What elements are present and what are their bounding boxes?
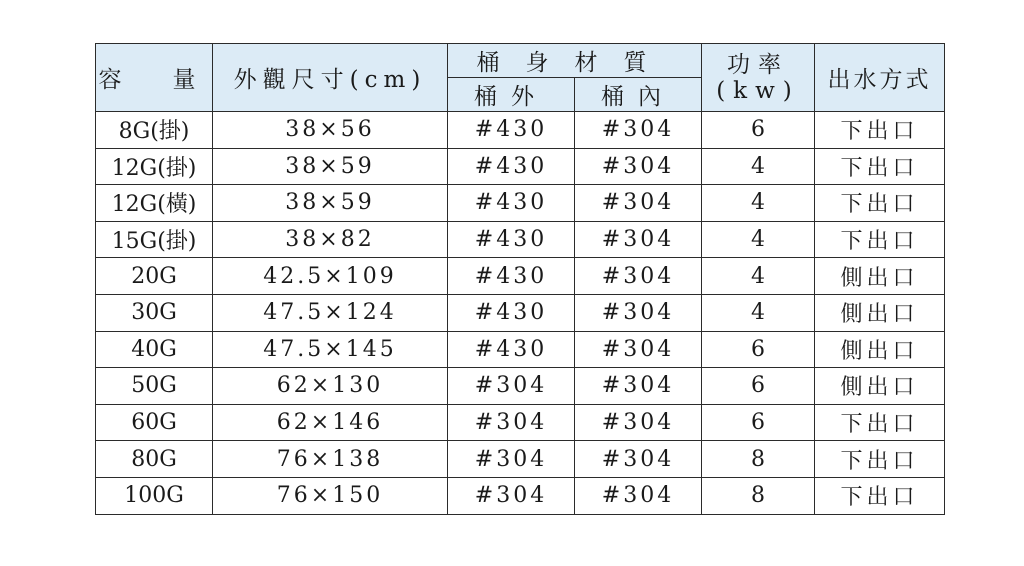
header-material-inner: 桶內 — [575, 78, 702, 112]
cell-capacity: 20G — [96, 258, 213, 295]
header-material-outer: 桶外 — [448, 78, 575, 112]
table-row — [96, 331, 945, 368]
spec-table-container — [95, 43, 945, 515]
table-row — [96, 441, 945, 478]
header-outlet: 出水方式 — [815, 44, 945, 112]
header-power-unit: (kw) — [716, 77, 800, 104]
cell-material-inner: #304 — [575, 404, 702, 441]
cell-dimensions: 38×82 — [213, 221, 448, 258]
cell-material-inner: #304 — [575, 258, 702, 295]
cell-outlet: 下出口 — [815, 441, 945, 478]
cell-outlet: 下出口 — [815, 148, 945, 185]
table-row — [96, 368, 945, 405]
cell-power: 4 — [702, 258, 815, 295]
table-row — [96, 148, 945, 185]
cell-material-outer: #304 — [448, 368, 575, 405]
cell-dimensions: 38×59 — [213, 185, 448, 222]
header-capacity: 容 量 — [96, 44, 213, 112]
spec-table — [95, 43, 945, 515]
cell-capacity: 50G — [96, 368, 213, 405]
cell-material-inner: #304 — [575, 441, 702, 478]
cell-material-inner: #304 — [575, 331, 702, 368]
cell-power: 6 — [702, 112, 815, 149]
table-row — [96, 258, 945, 295]
cell-dimensions: 47.5×124 — [213, 294, 448, 331]
cell-outlet: 下出口 — [815, 185, 945, 222]
spec-table-body — [96, 112, 945, 515]
cell-power: 8 — [702, 477, 815, 514]
cell-outlet: 下出口 — [815, 112, 945, 149]
cell-power: 6 — [702, 368, 815, 405]
cell-power: 4 — [702, 294, 815, 331]
cell-power: 8 — [702, 441, 815, 478]
cell-dimensions: 38×59 — [213, 148, 448, 185]
cell-outlet: 側出口 — [815, 258, 945, 295]
cell-capacity: 12G(橫) — [96, 185, 213, 222]
cell-material-outer: #430 — [448, 258, 575, 295]
cell-capacity: 80G — [96, 441, 213, 478]
table-row — [96, 294, 945, 331]
cell-capacity: 8G(掛) — [96, 112, 213, 149]
header-material: 桶身材質 — [448, 44, 702, 78]
cell-outlet: 側出口 — [815, 331, 945, 368]
table-row — [96, 477, 945, 514]
cell-dimensions: 62×130 — [213, 368, 448, 405]
cell-outlet: 下出口 — [815, 477, 945, 514]
table-row — [96, 221, 945, 258]
cell-material-inner: #304 — [575, 477, 702, 514]
cell-capacity: 15G(掛) — [96, 221, 213, 258]
cell-dimensions: 76×138 — [213, 441, 448, 478]
cell-material-inner: #304 — [575, 112, 702, 149]
cell-material-outer: #430 — [448, 112, 575, 149]
cell-material-inner: #304 — [575, 294, 702, 331]
cell-material-outer: #304 — [448, 441, 575, 478]
cell-material-outer: #430 — [448, 148, 575, 185]
cell-capacity: 60G — [96, 404, 213, 441]
header-dimensions: 外觀尺寸(cm) — [213, 44, 448, 112]
cell-material-outer: #304 — [448, 404, 575, 441]
cell-power: 4 — [702, 148, 815, 185]
cell-material-outer: #430 — [448, 294, 575, 331]
cell-material-inner: #304 — [575, 185, 702, 222]
cell-material-inner: #304 — [575, 368, 702, 405]
cell-outlet: 側出口 — [815, 368, 945, 405]
cell-material-inner: #304 — [575, 148, 702, 185]
cell-material-outer: #430 — [448, 185, 575, 222]
cell-power: 4 — [702, 185, 815, 222]
cell-outlet: 下出口 — [815, 404, 945, 441]
header-power — [702, 44, 815, 112]
cell-dimensions: 42.5×109 — [213, 258, 448, 295]
cell-capacity: 100G — [96, 477, 213, 514]
cell-power: 6 — [702, 404, 815, 441]
cell-dimensions: 38×56 — [213, 112, 448, 149]
header-row-top — [96, 44, 945, 78]
cell-dimensions: 47.5×145 — [213, 331, 448, 368]
cell-material-outer: #430 — [448, 221, 575, 258]
cell-material-outer: #304 — [448, 477, 575, 514]
cell-power: 4 — [702, 221, 815, 258]
header-power-label: 功率 — [727, 51, 789, 78]
cell-capacity: 40G — [96, 331, 213, 368]
cell-dimensions: 62×146 — [213, 404, 448, 441]
table-row — [96, 112, 945, 149]
cell-capacity: 12G(掛) — [96, 148, 213, 185]
cell-outlet: 下出口 — [815, 221, 945, 258]
cell-material-outer: #430 — [448, 331, 575, 368]
table-row — [96, 404, 945, 441]
cell-power: 6 — [702, 331, 815, 368]
cell-material-inner: #304 — [575, 221, 702, 258]
cell-dimensions: 76×150 — [213, 477, 448, 514]
cell-capacity: 30G — [96, 294, 213, 331]
table-row — [96, 185, 945, 222]
cell-outlet: 側出口 — [815, 294, 945, 331]
